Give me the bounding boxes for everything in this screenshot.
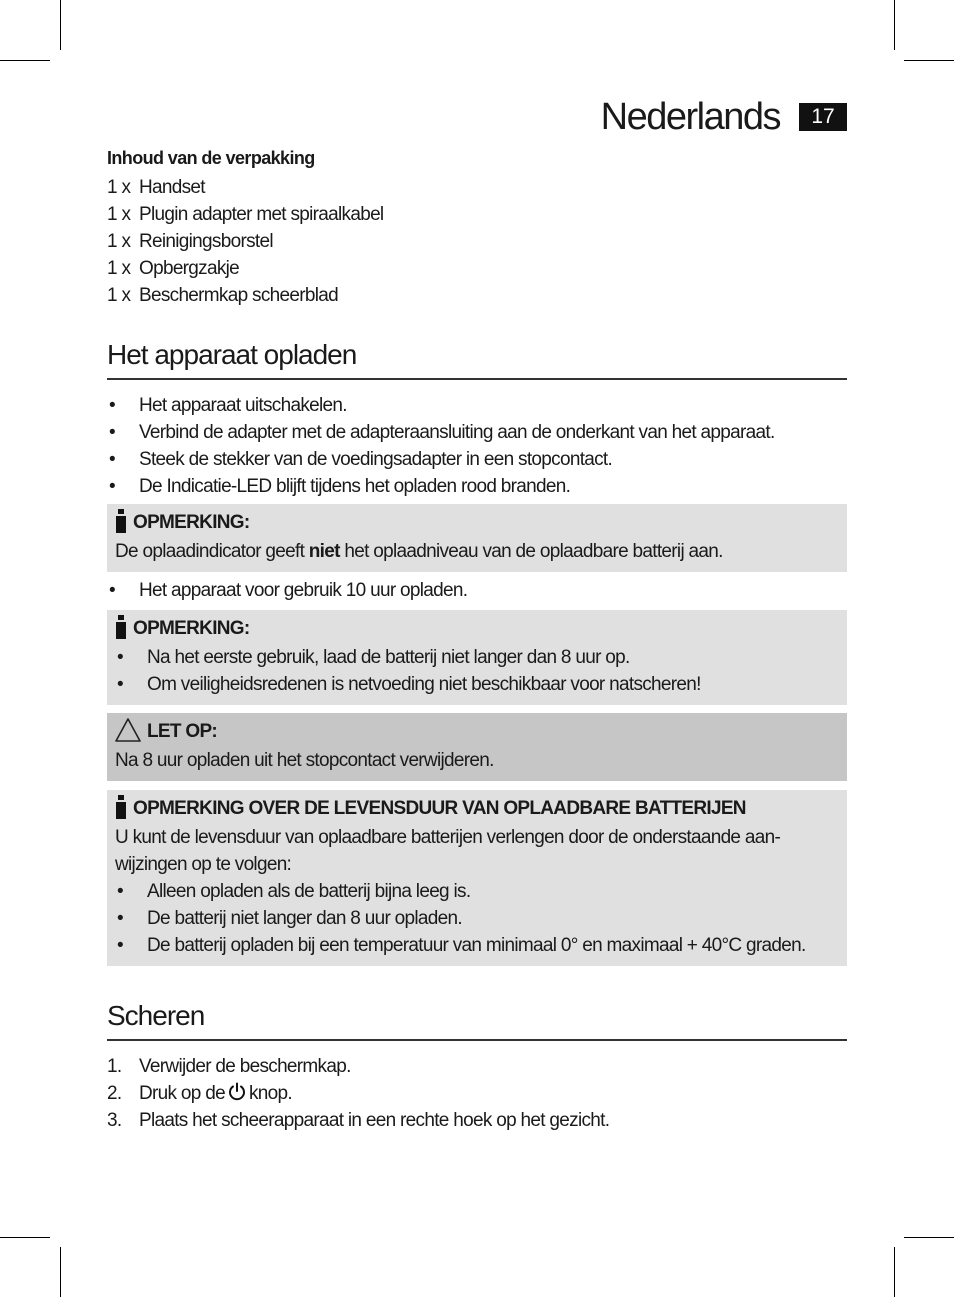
warning-box (107, 713, 847, 781)
note-text: U kunt de levensduur van oplaadbare batterijen verlengen door de onderstaande aan- (115, 827, 781, 848)
list-item: • Na het eerste gebruik, laad de batterij niet langer dan 8 uur op. (115, 644, 839, 671)
power-icon (227, 1082, 247, 1102)
note-title: OPMERKING: (115, 614, 839, 644)
list-item: • De batterij opladen bij een temperatuur van minimaal 0° en maximaal + 40°C graden. (115, 932, 839, 959)
crop-mark (60, 0, 61, 50)
charging-section (107, 336, 847, 500)
list-item: 3. Plaats het scheerapparaat in een rechte hoek op het gezicht. (107, 1110, 610, 1131)
package-contents (107, 146, 847, 309)
list-item: • Het apparaat voor gebruik 10 uur opladen. (107, 577, 847, 604)
note-title: OPMERKING OVER DE LEVENSDUUR VAN OPLAADBARE BATTERIJEN (115, 794, 839, 824)
note-title: OPMERKING: (115, 508, 839, 538)
note-text: De oplaadindicator geeft niet het oplaadniveau van de oplaadbare batterij aan. (115, 541, 723, 562)
list-item: • Het apparaat uitschakelen. (107, 392, 847, 419)
list-item: 1 x Beschermkap scheerblad (107, 285, 338, 306)
crop-mark (894, 0, 895, 50)
crop-mark (0, 60, 50, 61)
list-item: 2. Druk op de knop. (107, 1083, 292, 1104)
info-icon (115, 795, 127, 819)
section-title-charging: Het apparaat opladen (107, 336, 847, 380)
list-item: 1 x Reinigingsborstel (107, 231, 273, 252)
page-language-heading: Nederlands (600, 96, 780, 138)
list-item: 1. Verwijder de beschermkap. (107, 1056, 351, 1077)
package-contents-title: Inhoud van de verpakking (107, 148, 315, 168)
list-item: • De batterij niet langer dan 8 uur opladen. (115, 905, 839, 932)
warning-title: LET OP: (115, 717, 839, 747)
info-icon (115, 615, 127, 639)
list-item: 1 x Opbergzakje (107, 258, 240, 279)
crop-mark (904, 60, 954, 61)
warning-text: Na 8 uur opladen uit het stopcontact verwijderen. (115, 750, 494, 771)
crop-mark (0, 1237, 50, 1238)
list-item: • Verbind de adapter met de adapteraansluiting aan de onderkant van het apparaat. (107, 419, 847, 446)
info-icon (115, 509, 127, 533)
crop-mark (904, 1237, 954, 1238)
page-number: 17 (799, 103, 847, 131)
note-box (107, 610, 847, 705)
list-item: • Om veiligheidsredenen is netvoeding niet beschikbaar voor natscheren! (115, 671, 839, 698)
list-item: 1 x Handset (107, 177, 205, 198)
note-box (107, 504, 847, 572)
list-item: • Steek de stekker van de voedingsadapter in een stopcontact. (107, 446, 847, 473)
note-text: wijzingen op te volgen: (115, 854, 292, 875)
shaving-section (107, 997, 847, 1134)
crop-mark (894, 1247, 895, 1297)
list-item: • Alleen opladen als de batterij bijna leeg is. (115, 878, 839, 905)
list-item: • De Indicatie-LED blijft tijdens het opladen rood branden. (107, 473, 847, 500)
crop-mark (60, 1247, 61, 1297)
list-item: 1 x Plugin adapter met spiraalkabel (107, 204, 384, 225)
charging-step-after (107, 577, 847, 604)
note-box (107, 790, 847, 966)
section-title-shaving: Scheren (107, 997, 847, 1041)
warning-triangle-icon (115, 718, 141, 742)
